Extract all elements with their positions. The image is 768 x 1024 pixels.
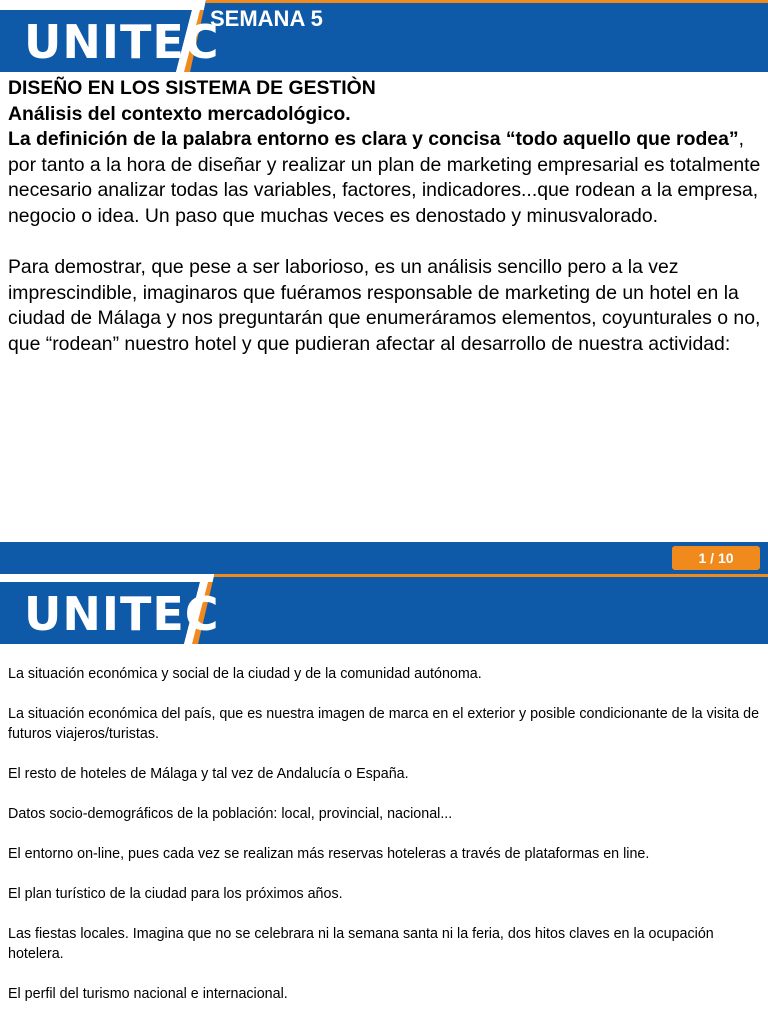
slide-header [0, 574, 768, 646]
slide-2 [0, 574, 768, 1024]
list-item: El entorno on-line, pues cada vez se realizan más reservas hoteleras a través de plataformas en line. [8, 846, 650, 862]
list-item: El resto de hoteles de Málaga y tal vez de Andalucía o España. [8, 766, 409, 782]
paragraph-definition [8, 127, 764, 229]
page-indicator: 1 / 10 [672, 546, 760, 570]
unitec-logo: UNITEC [24, 587, 220, 641]
week-label: SEMANA 5 [210, 6, 323, 31]
list-item: La situación económica del país, que es nuestra imagen de marca en el exterior y posible condicionante de la visita de futuros viajeros/turistas. [8, 706, 760, 742]
factor-list [8, 664, 760, 1024]
unitec-logo: UNITEC [24, 15, 220, 69]
list-item: Datos socio-demográficos de la población: local, provincial, nacional... [8, 806, 453, 822]
slide-footer [0, 542, 768, 574]
section-heading: DISEÑO EN LOS SISTEMA DE GESTIÒN [8, 77, 376, 99]
slide-1-content [8, 76, 764, 357]
list-item: La situación económica y social de la ciudad y de la comunidad autónoma. [8, 666, 482, 682]
list-item: El perfil del turismo nacional e internacional. [8, 986, 288, 1002]
definition-bold: La definición de la palabra entorno es clara y concisa “todo aquello que rodea” [8, 128, 739, 150]
definition-rest: , por tanto a la hora de diseñar y realizar un plan de marketing empresarial es totalmente necesario analizar todas las variables, factores, indicadores...que rodean a la empresa, negocio o idea. Un paso que muchas veces es denostado y minusvalorado. [8, 128, 761, 227]
list-item: Las fiestas locales. Imagina que no se celebrara ni la semana santa ni la feria, dos hitos claves en la ocupación hotelera. [8, 926, 714, 962]
paragraph-example: Para demostrar, que pese a ser laborioso, es un análisis sencillo pero a la vez imprescindible, imaginaros que fuéramos responsable de marketing de un hotel en la ciudad de Málaga y nos preguntarán que enumeráramos elementos, coyunturales o no, que “rodean” nuestro hotel y que pudieran afectar al desarrollo de nuestra actividad: [8, 256, 761, 355]
section-subheading: Análisis del contexto mercadológico. [8, 102, 351, 125]
list-item: El plan turístico de la ciudad para los próximos años. [8, 886, 343, 902]
slide-header [0, 0, 768, 72]
